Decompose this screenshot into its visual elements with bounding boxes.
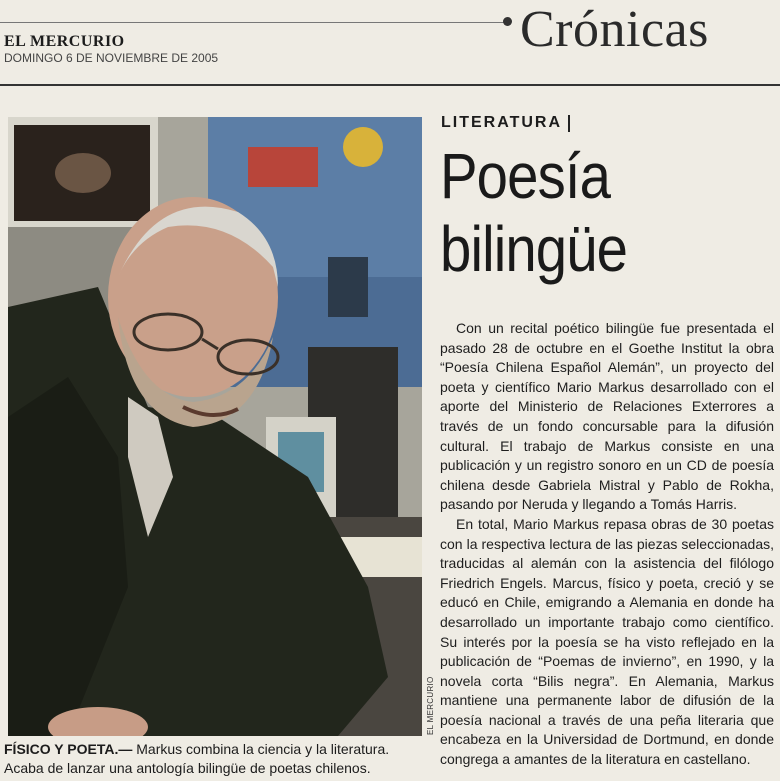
publication-date: DOMINGO 6 DE NOVIEMBRE DE 2005 <box>4 51 219 65</box>
article-photo <box>8 117 422 736</box>
header-rule <box>0 84 780 86</box>
photo-caption <box>4 740 422 778</box>
article-paragraph-2: En total, Mario Markus repasa obras de 30 poetas con la respectiva lectura de las piezas seleccionadas, traducidas al alemán con la asistencia del filólogo Friedrich Engels. Marcus, físico y poeta, creció y se educó en Chile, emigrando a Alemania en donde ha desarrollado un importante trabajo como científico. Su interés por la poesía se ha visto reflejado en la publicación de “Poemas de invierno”, en 1990, y la novela corta “Bilis negra”. En Alemania, Markus mantiene una permanente labor de difusión de la poesía nacional a través de una peña literaria que encabeza en la Universidad de Dortmund, en donde congrega a amantes de la literatura en castellano. <box>440 515 774 768</box>
header-bullet <box>503 17 512 26</box>
article-paragraph-1: Con un recital poético bilingüe fue presentada el pasado 28 de octubre en el Goethe Institut la obra “Poesía Chilena Español Alemán”, un proyecto del poeta y científico Mario Markus desarrollado con el aporte del Ministerio de Relaciones Exterrores a través de un fondo concursable para la difusión cultural. El trabajo de Markus consiste en una publicación y un registro sonoro en un CD de poesía chilena desde Gabriela Mistral y Pablo de Rokha, pasando por Neruda y llegando a Tomás Harris. <box>440 320 774 513</box>
newspaper-name: EL MERCURIO <box>4 33 125 50</box>
article-kicker: LITERATURA <box>441 114 563 131</box>
header-top-rule <box>0 22 510 23</box>
caption-lead: FÍSICO Y POETA.— <box>4 741 133 757</box>
photo-credit: EL MERCURIO <box>426 676 435 735</box>
article-body <box>440 319 774 770</box>
article-headline: Poesía bilingüe <box>440 140 628 285</box>
section-title: Crónicas <box>520 1 709 58</box>
kicker-divider <box>568 115 570 132</box>
caption-text: Markus combina la ciencia y la literatura. Acaba de lanzar una antología bilingüe de poetas chilenos. <box>4 741 390 776</box>
